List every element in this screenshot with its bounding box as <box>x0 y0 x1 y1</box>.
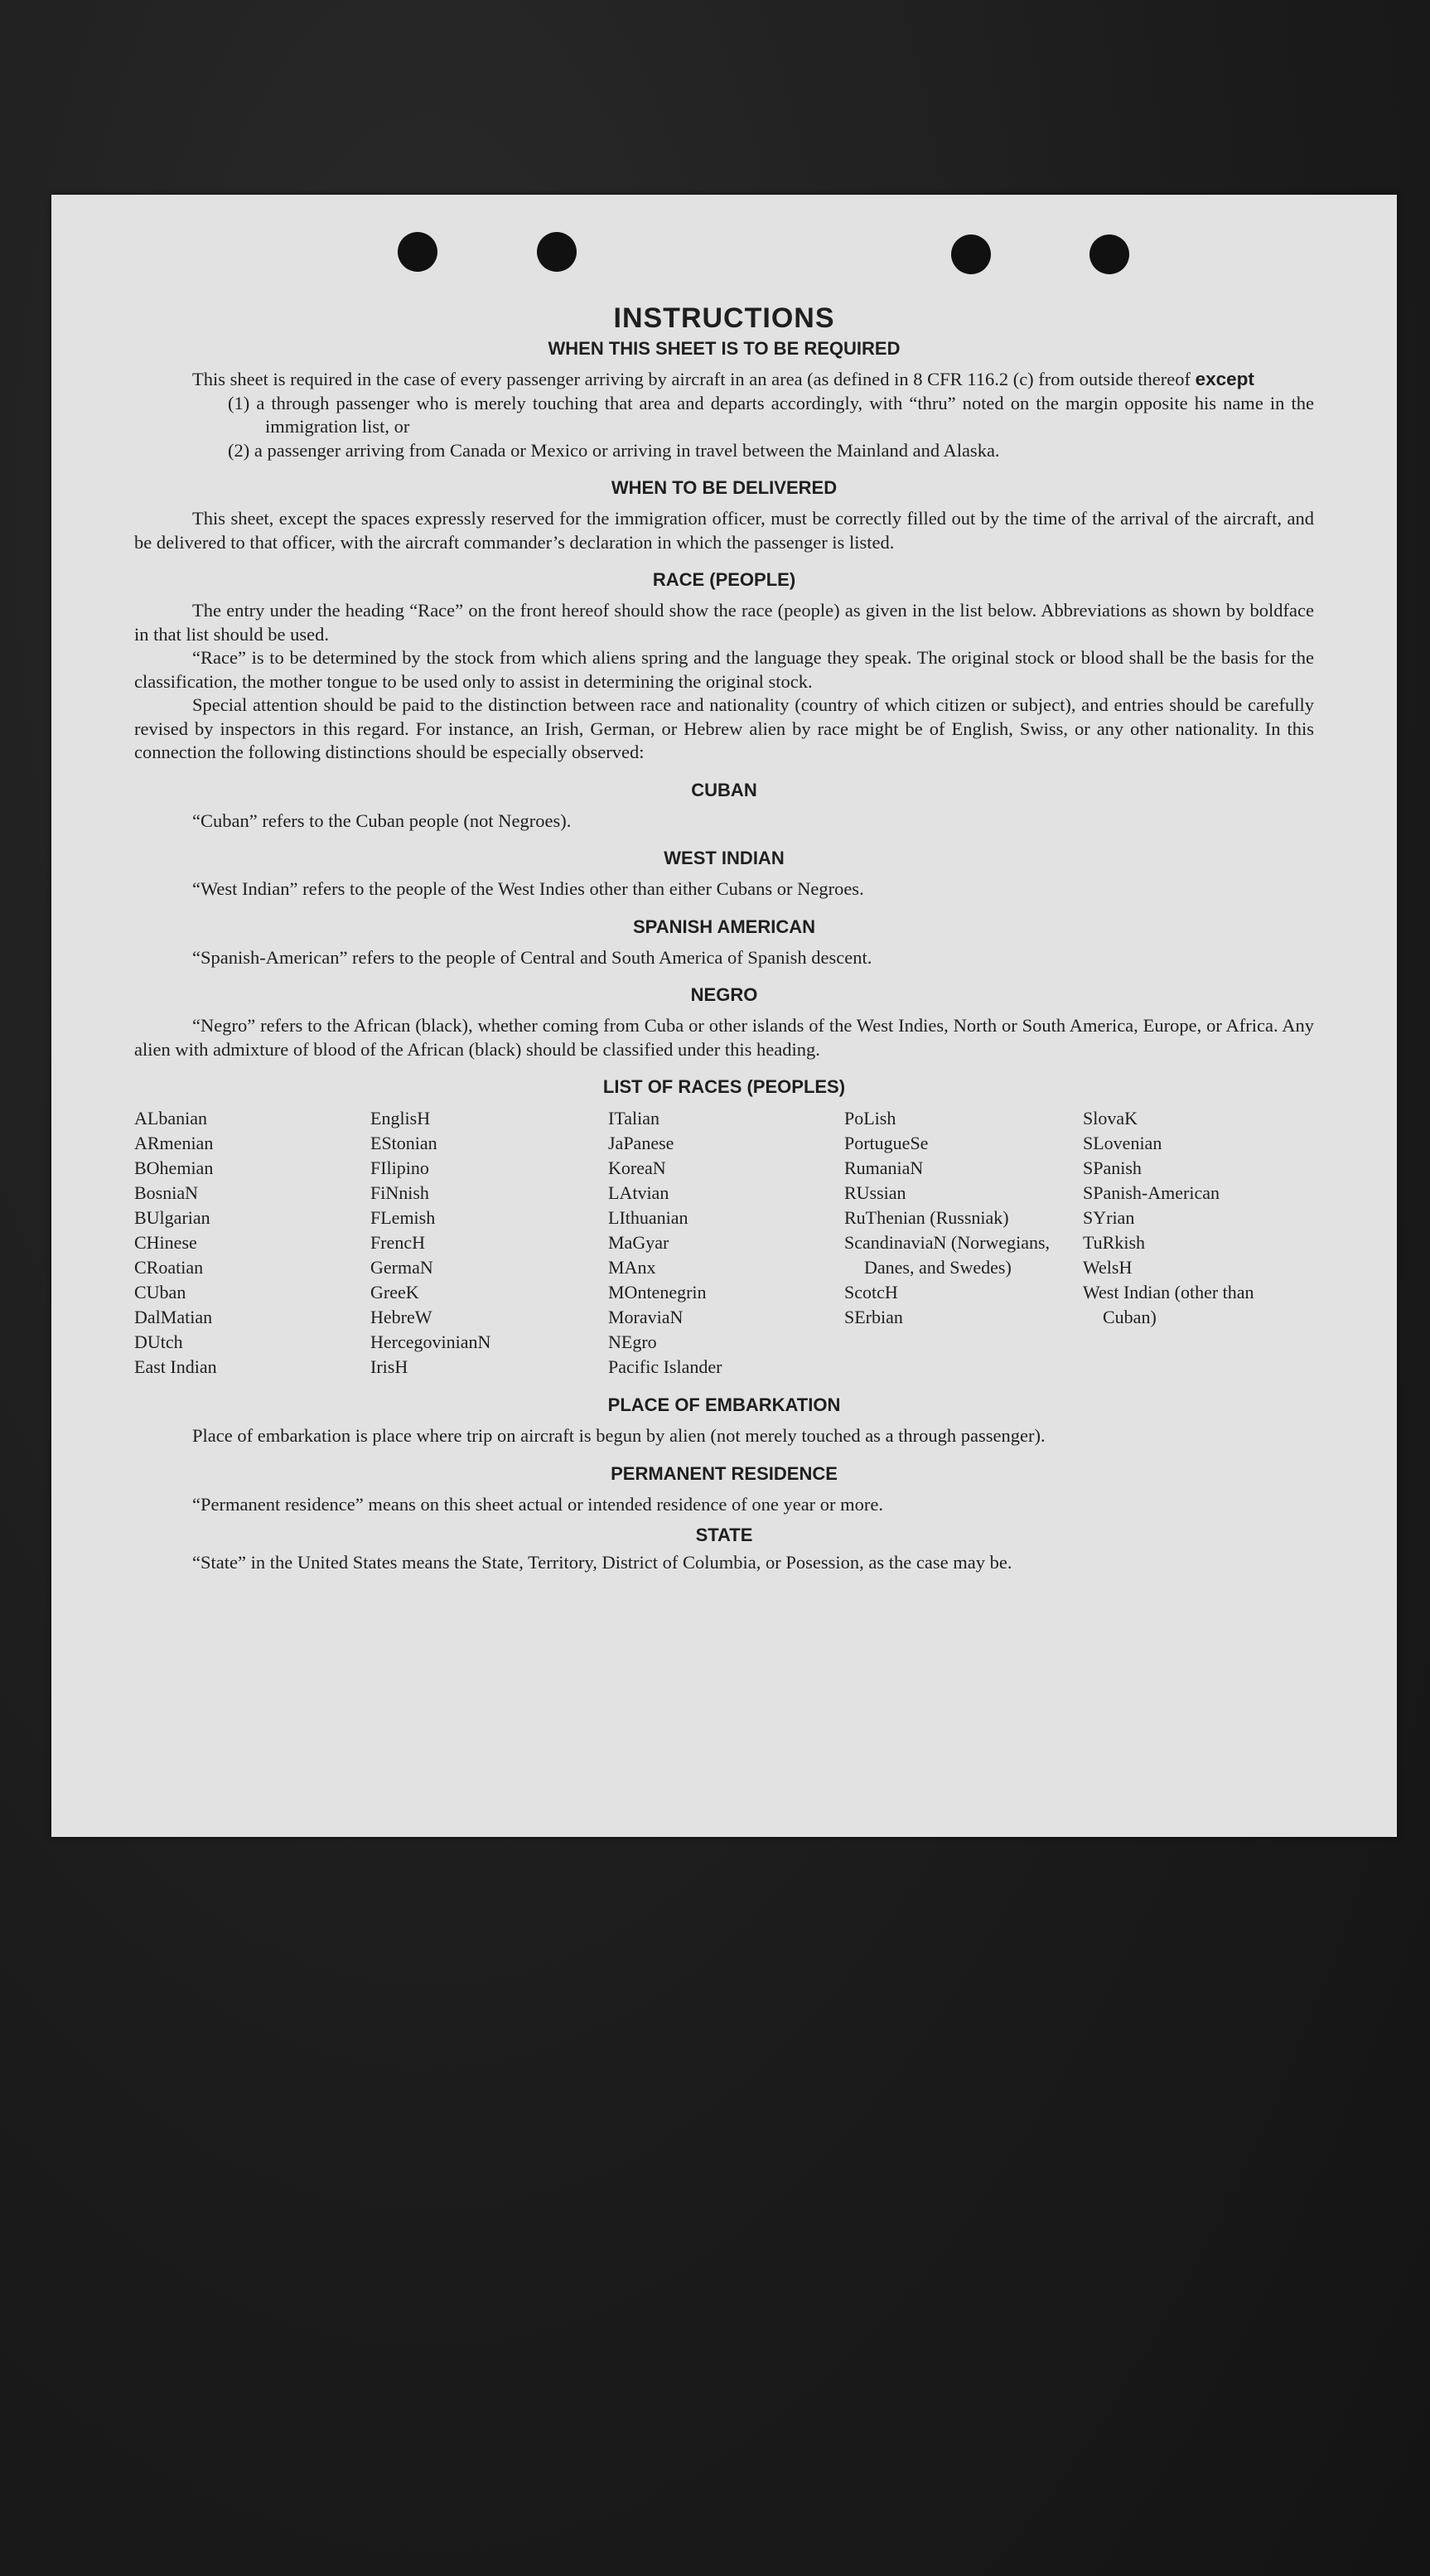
list-item: EStonian <box>370 1133 437 1153</box>
list-item: LAtvian <box>608 1182 669 1203</box>
race-paragraph-1: The entry under the heading “Race” on the front hereof should show the race (people) as given in the list below. Abbreviations as shown by boldface in that list should be used. <box>134 600 1314 645</box>
list-item: MaGyar <box>608 1232 669 1253</box>
page-title: INSTRUCTIONS <box>613 302 835 334</box>
list-item: NEgro <box>608 1331 657 1352</box>
list-item: FLemish <box>370 1207 436 1228</box>
list-item: BosniaN <box>134 1182 198 1203</box>
races-column-4 <box>844 1106 1083 1380</box>
list-item: SlovaK <box>1083 1108 1138 1129</box>
list-item: MAnx <box>608 1257 656 1278</box>
race-paragraph-2: “Race” is to be determined by the stock from which aliens spring and the language they speak. The original stock or blood shall be the basis for the classification, the mother tongue to be used only to assist in determining the original stock. <box>134 647 1314 692</box>
races-column-5 <box>1083 1106 1307 1380</box>
when-delivered-text: This sheet, except the spaces expressly reserved for the immigration officer, must be correctly filled out by the time of the arrival of the aircraft, and be delivered to that officer, with the aircraft commander’s declaration in which the passenger is listed. <box>134 508 1314 553</box>
list-item: CUban <box>134 1282 186 1302</box>
cuban-text: “Cuban” refers to the Cuban people (not Negroes). <box>192 810 572 831</box>
place-of-embarkation-heading: PLACE OF EMBARKATION <box>607 1394 841 1415</box>
spanish-american-heading: SPANISH AMERICAN <box>632 916 815 937</box>
place-of-embarkation-text: Place of embarkation is place where trip on aircraft is begun by alien (not merely touched as a through passenger). <box>192 1425 1046 1446</box>
permanent-residence-text: “Permanent residence” means on this sheet actual or intended residence of one year or more. <box>192 1493 884 1515</box>
race-heading: RACE (PEOPLE) <box>652 569 796 590</box>
list-item: ALbanian <box>134 1108 207 1129</box>
list-item: HercegovinianN <box>370 1331 491 1352</box>
punch-hole <box>951 234 991 274</box>
list-item: ARmenian <box>134 1133 214 1153</box>
list-item: KoreaN <box>608 1158 666 1178</box>
list-item: PortugueSe <box>844 1133 929 1153</box>
list-item: CRoatian <box>134 1257 204 1278</box>
state-text: “State” in the United States means the State, Territory, District of Columbia, or Posession, as the case may be. <box>192 1552 1012 1573</box>
list-item: Pacific Islander <box>608 1356 722 1377</box>
races-column-1 <box>134 1106 370 1380</box>
list-item: TuRkish <box>1083 1232 1146 1253</box>
list-item: ScotcH <box>844 1282 898 1302</box>
list-of-races-heading: LIST OF RACES (PEOPLES) <box>602 1076 846 1097</box>
list-item: SErbian <box>844 1307 903 1327</box>
list-item: LIthuanian <box>608 1207 688 1228</box>
west-indian-text: “West Indian” refers to the people of the West Indies other than either Cubans or Negroes. <box>192 878 864 899</box>
spanish-american-text: “Spanish-American” refers to the people of Central and South America of Spanish descent. <box>192 946 872 968</box>
punch-hole <box>1089 234 1129 274</box>
punch-hole <box>398 232 437 272</box>
punch-hole <box>537 232 577 272</box>
state-heading: STATE <box>695 1525 753 1545</box>
list-item: SPanish-American <box>1083 1182 1220 1203</box>
when-delivered-heading: WHEN TO BE DELIVERED <box>611 477 838 498</box>
list-item: SPanish <box>1083 1158 1142 1178</box>
list-item: FrencH <box>370 1232 425 1253</box>
list-item: BOhemian <box>134 1158 214 1178</box>
races-list <box>134 1106 1314 1380</box>
instruction-sheet <box>51 195 1397 1837</box>
list-item: MOntenegrin <box>608 1282 707 1302</box>
race-paragraph-3: Special attention should be paid to the distinction between race and nationality (country of which citizen or subject), and entries should be carefully revised by inspectors in this regard. For instance, an Irish, German, or Hebrew alien by race might be of English, Swiss, or any other nationality. In this connection the following distinctions should be especially observed: <box>134 694 1314 762</box>
list-item: ScandinaviaN (Norwegians, Danes, and Swedes) <box>844 1232 1051 1278</box>
when-required-intro: This sheet is required in the case of every passenger arriving by aircraft in an area (as defined in 8 CFR 116.2 (c) from outside thereof except <box>192 369 1254 389</box>
list-item: ITalian <box>608 1108 659 1129</box>
list-item: DUtch <box>134 1331 183 1352</box>
list-item: HebreW <box>370 1307 432 1327</box>
list-item: RUssian <box>844 1182 906 1203</box>
list-item: West Indian (other than Cuban) <box>1083 1282 1254 1327</box>
list-item: East Indian <box>134 1356 217 1377</box>
races-column-3 <box>608 1106 844 1380</box>
list-item: SYrian <box>1083 1207 1135 1228</box>
list-item: GermaN <box>370 1257 433 1278</box>
list-item: PoLish <box>844 1108 896 1129</box>
list-item: MoraviaN <box>608 1307 684 1327</box>
west-indian-heading: WEST INDIAN <box>664 848 785 868</box>
cuban-heading: CUBAN <box>691 779 757 800</box>
permanent-residence-heading: PERMANENT RESIDENCE <box>611 1462 838 1484</box>
list-item: FiNnish <box>370 1182 429 1203</box>
except-word: except <box>1195 369 1254 389</box>
list-item: DalMatian <box>134 1307 213 1327</box>
when-required-item-2: (2) a passenger arriving from Canada or Mexico or arriving in travel between the Mainland and Alaska. <box>228 439 1000 461</box>
when-required-item-1: (1) a through passenger who is merely touching that area and departs accordingly, with “thru” noted on the margin opposite his name in the immigration list, or <box>228 392 1314 437</box>
sheet-content <box>134 302 1314 1575</box>
list-item: CHinese <box>134 1232 197 1253</box>
list-item: WelsH <box>1083 1257 1133 1278</box>
list-item: BUlgarian <box>134 1207 210 1228</box>
negro-heading: NEGRO <box>690 984 758 1005</box>
list-item: GreeK <box>370 1282 419 1302</box>
list-item: FIlipino <box>370 1158 429 1178</box>
when-required-heading: WHEN THIS SHEET IS TO BE REQUIRED <box>548 338 901 359</box>
list-item: SLovenian <box>1083 1133 1162 1153</box>
negro-text: “Negro” refers to the African (black), whether coming from Cuba or other islands of the West Indies, North or South America, Europe, or Africa. Any alien with admixture of blood of the African (black) should be classified under this heading. <box>134 1015 1314 1060</box>
races-column-2 <box>370 1106 608 1380</box>
list-item: EnglisH <box>370 1108 431 1129</box>
list-item: RuThenian (Russniak) <box>844 1207 1009 1228</box>
list-item: IrisH <box>370 1356 408 1377</box>
list-item: RumaniaN <box>844 1158 924 1178</box>
list-item: JaPanese <box>608 1133 674 1153</box>
